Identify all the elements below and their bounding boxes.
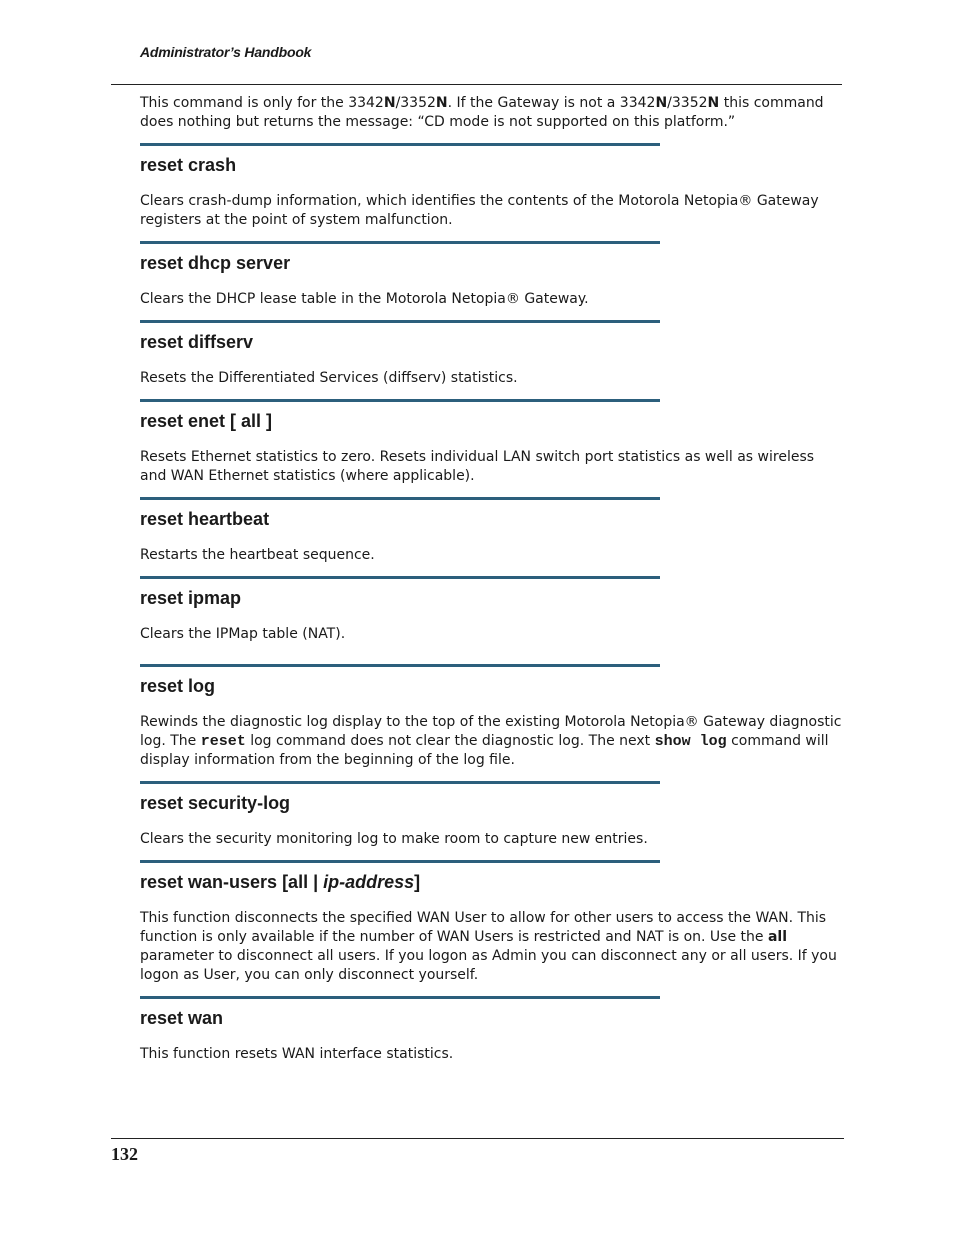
section-reset-ipmap <box>140 576 842 644</box>
page-content <box>140 94 842 1064</box>
section-description: Clears the DHCP lease table in the Motorola Netopia® Gateway. <box>140 291 589 307</box>
section-heading: reset diffserv <box>140 332 254 352</box>
section-reset-enet <box>140 399 842 486</box>
section-heading: reset enet [ all ] <box>140 411 273 431</box>
section-reset-crash <box>140 143 842 230</box>
section-heading: reset ipmap <box>140 588 242 608</box>
section-heading: reset wan <box>140 1008 224 1028</box>
section-heading: reset log <box>140 676 216 696</box>
section-heading: reset crash <box>140 155 237 175</box>
section-description: Resets Ethernet statistics to zero. Resets individual LAN switch port statistics as well as wireless and WAN Ethernet statistics (where applicable). <box>140 449 815 484</box>
section-reset-diffserv <box>140 320 842 388</box>
section-description: This function disconnects the specified WAN User to allow for other users to access the WAN. This function is only available if the number of WAN Users is restricted and NAT is on. Use the all parameter to disconnect all users. If you logon as Admin you can disconnect any or all users. If you logon as User, you can only disconnect yourself. <box>140 910 837 983</box>
section-divider <box>140 664 660 667</box>
section-divider <box>140 497 660 500</box>
section-heading: reset wan-users [all | ip-address] <box>140 872 421 892</box>
footer-divider <box>111 1138 844 1139</box>
section-divider <box>140 996 660 999</box>
section-divider <box>140 576 660 579</box>
section-description: Rewinds the diagnostic log display to the top of the existing Motorola Netopia® Gateway diagnostic log. The reset log command does not clear the diagnostic log. The next show log command will display information from the beginning of the log file. <box>140 714 842 768</box>
section-heading: reset dhcp server <box>140 253 291 273</box>
section-description: Restarts the heartbeat sequence. <box>140 547 375 563</box>
section-reset-heartbeat <box>140 497 842 565</box>
section-divider <box>140 781 660 784</box>
section-reset-dhcp-server <box>140 241 842 309</box>
page-number: 132 <box>111 1144 138 1164</box>
code-show-log: show log <box>654 733 727 750</box>
running-header: Administrator’s Handbook <box>140 44 312 60</box>
section-heading: reset heartbeat <box>140 509 270 529</box>
section-heading: reset security-log <box>140 793 291 813</box>
section-divider <box>140 399 660 402</box>
section-reset-log <box>140 664 842 770</box>
section-reset-security-log <box>140 781 842 849</box>
section-description: Clears crash-dump information, which identifies the contents of the Motorola Netopia® Gateway registers at the point of system malfunction. <box>140 193 819 228</box>
section-description: Clears the IPMap table (NAT). <box>140 626 346 642</box>
section-reset-wan-users <box>140 860 842 985</box>
section-description: This function resets WAN interface statistics. <box>140 1046 454 1062</box>
section-divider <box>140 320 660 323</box>
intro-paragraph: This command is only for the 3342N/3352N. If the Gateway is not a 3342N/3352N this command does nothing but returns the message: “CD mode is not supported on this platform.” <box>140 95 824 130</box>
section-description: Clears the security monitoring log to make room to capture new entries. <box>140 831 648 847</box>
section-divider <box>140 860 660 863</box>
section-divider <box>140 241 660 244</box>
section-reset-wan <box>140 996 842 1064</box>
section-divider <box>140 143 660 146</box>
section-description: Resets the Differentiated Services (diffserv) statistics. <box>140 370 518 386</box>
header-divider <box>111 84 842 85</box>
code-reset: reset <box>200 733 246 750</box>
